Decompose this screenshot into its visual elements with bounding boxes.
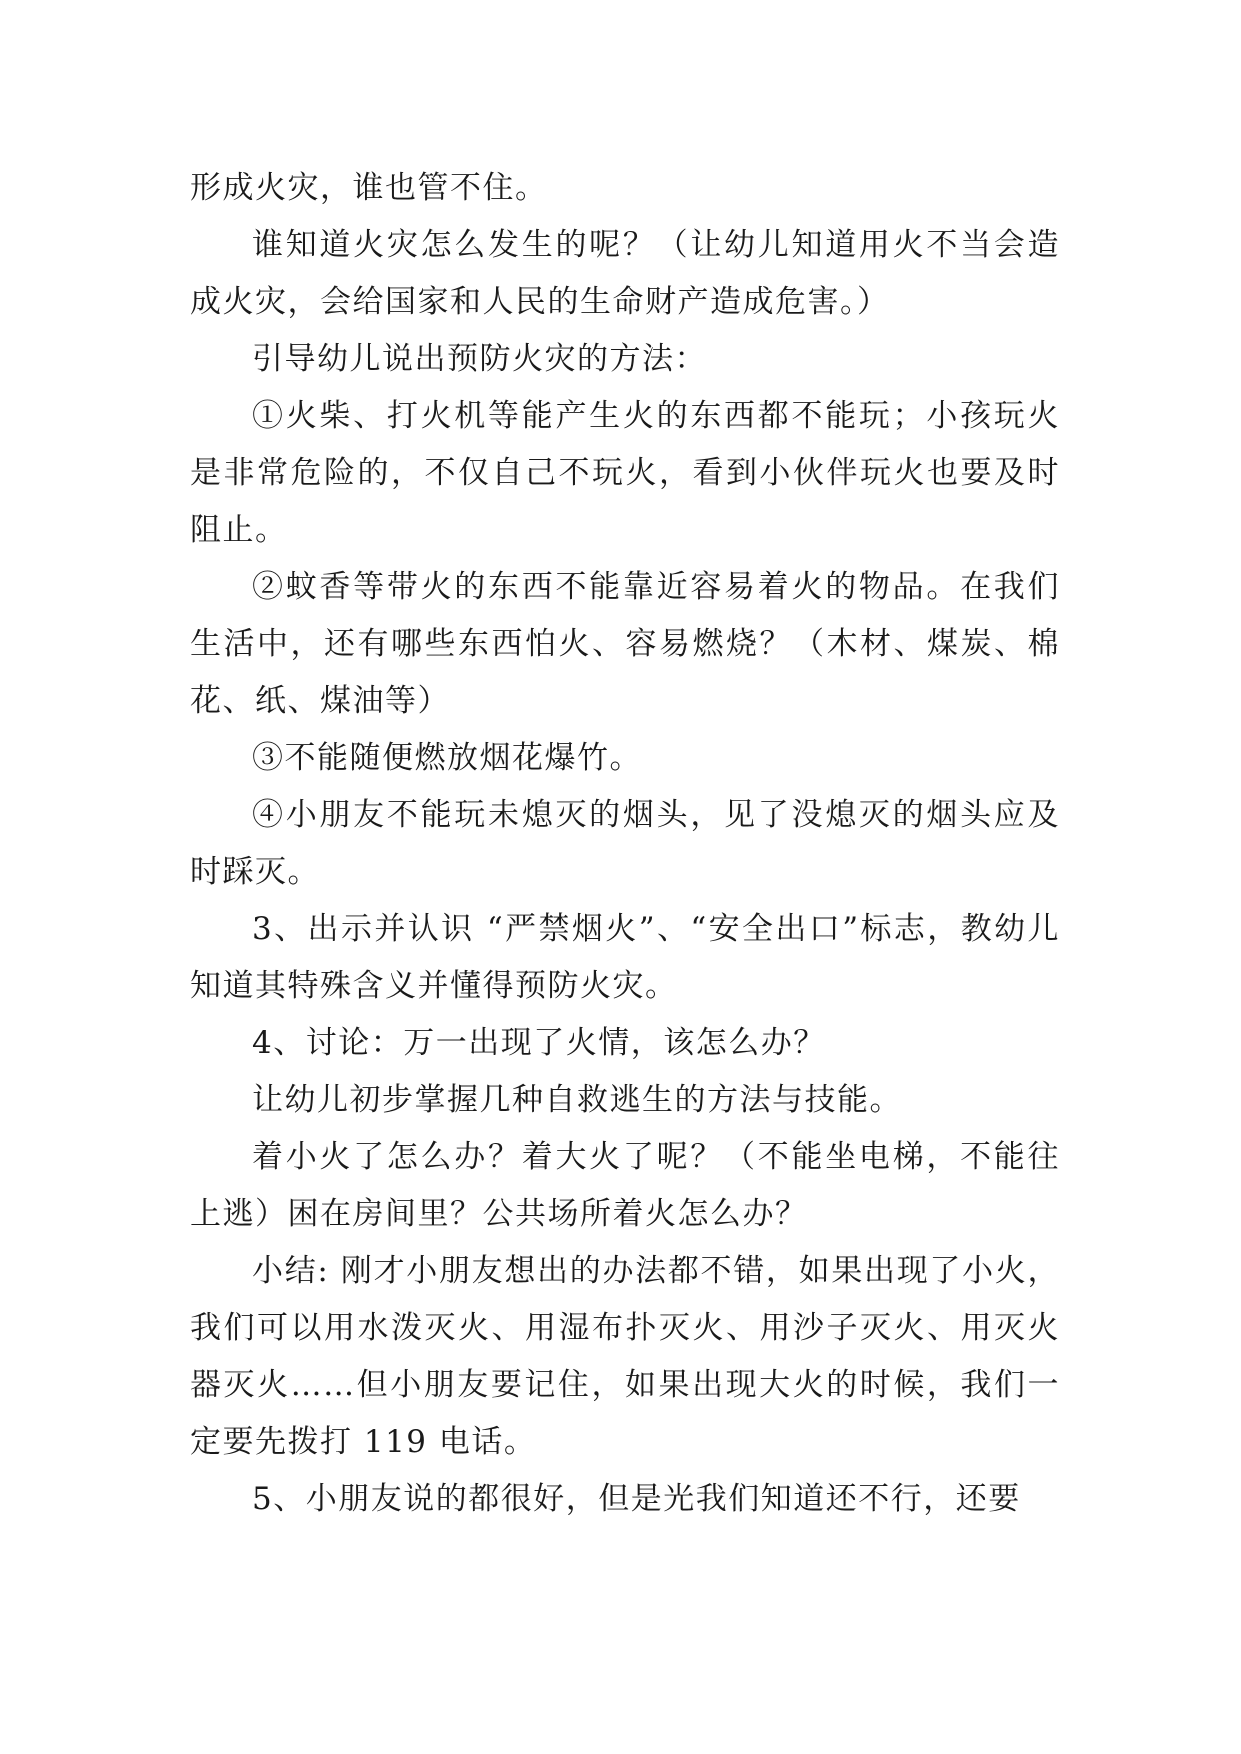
- paragraph-rule-1: ①火柴、打火机等能产生火的东西都不能玩；小孩玩火是非常危险的，不仅自己不玩火，看到小伙伴玩火也要及时阻止。: [190, 398, 1060, 548]
- paragraph-fire-cause-question: 谁知道火灾怎么发生的呢？（让幼儿知道用火不当会造成火灾，会给国家和人民的生命财产造成危害。）: [190, 227, 1060, 320]
- paragraph-step-3: 3、出示并认识 “严禁烟火”、“安全出口”标志，教幼儿知道其特殊含义并懂得预防火灾。: [190, 911, 1060, 1004]
- paragraph-prevention-intro: 引导幼儿说出预防火灾的方法：: [252, 341, 707, 377]
- paragraph-continuation: 形成火灾，谁也管不住。: [190, 170, 548, 206]
- paragraph-questions: 着小火了怎么办？着大火了呢？（不能坐电梯，不能往上逃）困在房间里？公共场所着火怎么办？: [190, 1139, 1060, 1232]
- paragraph-rule-3: ③不能随便燃放烟花爆竹。: [252, 740, 642, 776]
- document-body: [190, 160, 1060, 1528]
- paragraph-rule-2: ②蚊香等带火的东西不能靠近容易着火的物品。在我们生活中，还有哪些东西怕火、容易燃烧？（木材、煤炭、棉花、纸、煤油等）: [190, 569, 1060, 719]
- paragraph-step-5: 5、小朋友说的都很好，但是光我们知道还不行，还要: [252, 1481, 1021, 1517]
- paragraph-step-4: 4、讨论：万一出现了火情，该怎么办？: [252, 1025, 826, 1061]
- paragraph-summary: 小结: 刚才小朋友想出的办法都不错，如果出现了小火，我们可以用水泼灭火、用湿布扑灭火、用沙子灭火、用灭火器灭火……但小朋友要记住，如果出现大火的时候，我们一定要先拨打 119 电话。: [190, 1253, 1060, 1460]
- paragraph-rule-4: ④小朋友不能玩未熄灭的烟头，见了没熄灭的烟头应及时踩灭。: [190, 797, 1060, 890]
- paragraph-self-rescue: 让幼儿初步掌握几种自救逃生的方法与技能。: [252, 1082, 902, 1118]
